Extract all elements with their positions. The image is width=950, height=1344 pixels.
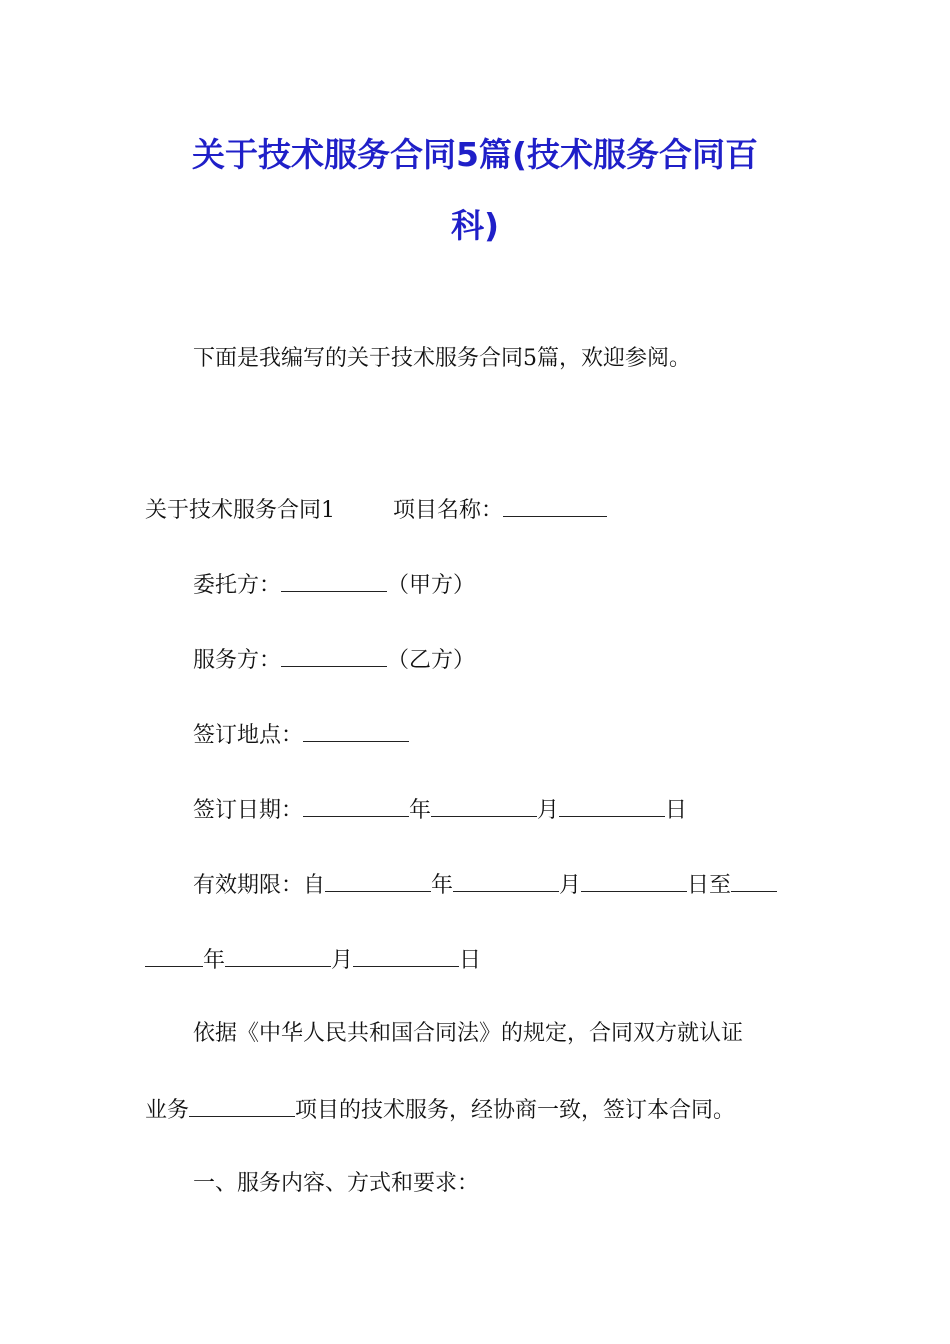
validity-label: 有效期限：自 [193,873,326,898]
basis-prefix: 业务 [145,1098,190,1123]
project-name-row [145,494,607,526]
provider-blank [281,644,387,667]
certification-project-blank [189,1094,295,1117]
signing-month-blank [431,794,537,817]
month-unit: 月 [331,948,354,973]
validity-end-year-blank-start [731,869,777,892]
month-unit: 月 [537,798,560,823]
signing-place-label: 签订地点： [193,723,304,748]
signing-day-blank [559,794,665,817]
month-unit: 月 [559,873,582,898]
basis-paragraph-line-2 [145,1094,735,1126]
signing-date-label: 签订日期： [193,798,304,823]
validity-end-day-blank [353,944,459,967]
basis-paragraph-line-1: 依据《中华人民共和国合同法》的规定，合同双方就认证 [193,1021,744,1046]
intro-paragraph: 下面是我编写的关于技术服务合同5篇，欢迎参阅。 [193,346,691,371]
section-heading: 关于技术服务合同1 [145,498,335,523]
day-unit: 日 [665,798,688,823]
year-unit: 年 [431,873,454,898]
basis-suffix: 项目的技术服务，经协商一致，签订本合同。 [295,1098,736,1123]
project-name-label: 项目名称： [393,498,504,523]
client-row [193,569,475,601]
client-blank [281,569,387,592]
day-to-unit: 日至 [687,873,732,898]
client-label: 委托方： [193,573,282,598]
validity-end-month-blank [225,944,331,967]
document-title-line-1: 关于技术服务合同5篇(技术服务合同百 [191,135,759,174]
project-name-blank [503,494,607,517]
validity-row-1 [193,869,777,901]
document-title-line-2: 科) [450,206,500,245]
validity-start-year-blank [325,869,431,892]
party-a-label: （甲方） [387,573,476,598]
signing-place-row [193,719,409,751]
party-b-label: （乙方） [387,648,476,673]
clause-1-heading: 一、服务内容、方式和要求： [193,1171,480,1196]
signing-date-row [193,794,687,826]
validity-start-month-blank [453,869,559,892]
year-unit: 年 [203,948,226,973]
validity-start-day-blank [581,869,687,892]
day-unit: 日 [459,948,482,973]
signing-year-blank [303,794,409,817]
validity-end-year-blank-end [145,944,203,967]
signing-place-blank [303,719,409,742]
provider-row [193,644,475,676]
provider-label: 服务方： [193,648,282,673]
year-unit: 年 [409,798,432,823]
validity-row-2 [145,944,481,976]
